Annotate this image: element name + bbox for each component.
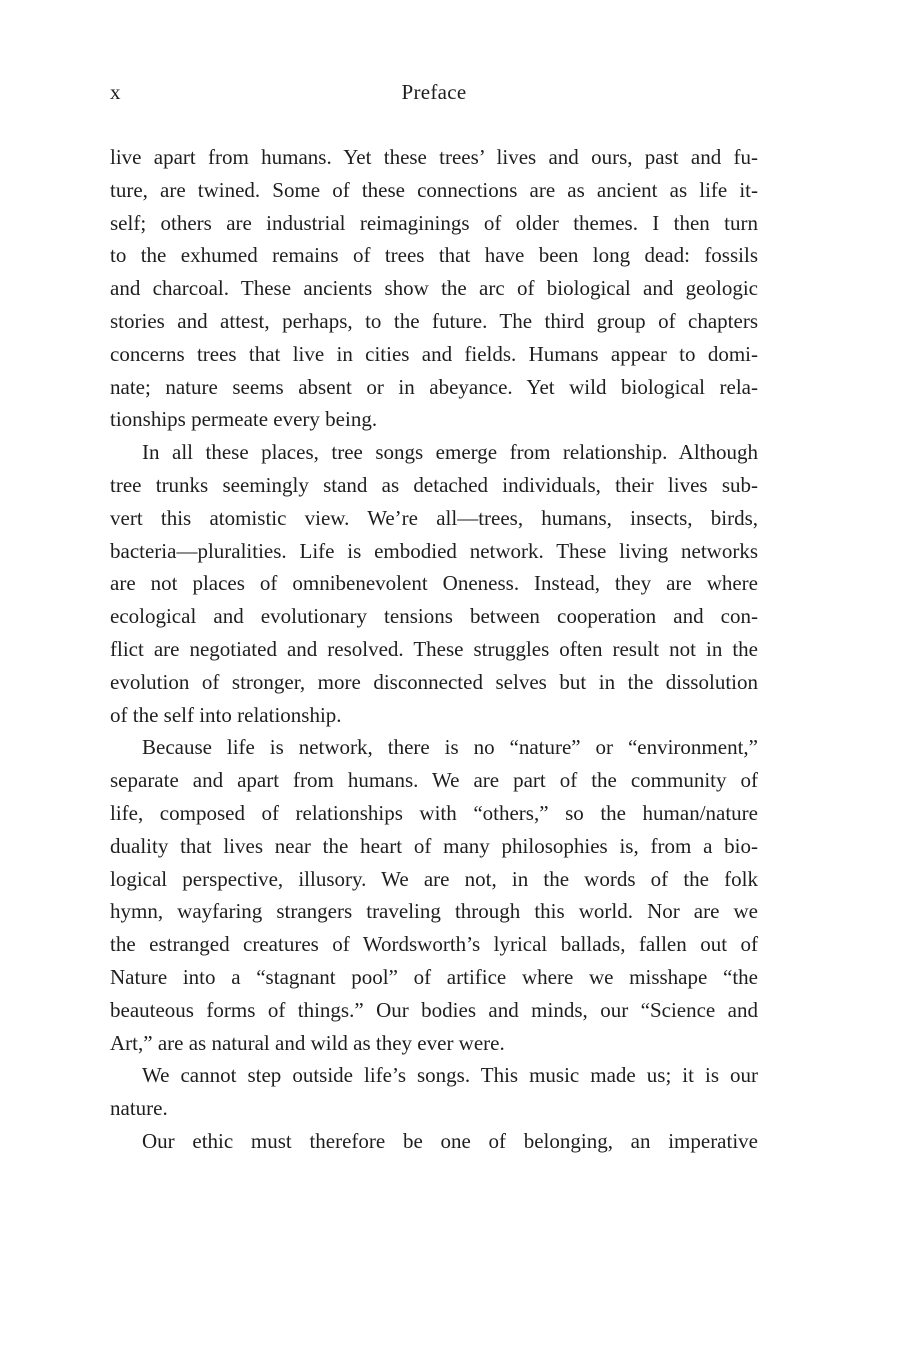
text-line: duality that lives near the heart of many philosophies is, from a bio-	[110, 833, 758, 858]
text-line: separate and apart from humans. We are part of the community of	[110, 768, 758, 793]
text-line: tionships permeate every being.	[110, 407, 378, 432]
text-line: We cannot step outside life’s songs. This music made us; it is our	[142, 1063, 758, 1088]
text-line: beauteous forms of things.” Our bodies and minds, our “Science and	[110, 997, 758, 1022]
text-line: Art,” are as natural and wild as they ever were.	[110, 1030, 505, 1055]
text-line: nature.	[110, 1096, 168, 1121]
running-head	[110, 80, 758, 110]
text-line: Because life is network, there is no “nature” or “environment,”	[142, 735, 758, 760]
paragraph	[110, 1059, 758, 1125]
paragraph	[110, 731, 758, 1059]
body-text	[110, 141, 758, 1158]
text-line: stories and attest, perhaps, to the future. The third group of chapters	[110, 308, 758, 333]
text-line: the estranged creatures of Wordsworth’s lyrical ballads, fallen out of	[110, 932, 758, 957]
text-line: to the exhumed remains of trees that have been long dead: fossils	[110, 243, 758, 268]
paragraph	[110, 436, 758, 731]
text-line: and charcoal. These ancients show the arc of biological and geologic	[110, 276, 758, 301]
text-line: vert this atomistic view. We’re all—trees, humans, insects, birds,	[110, 505, 758, 530]
text-line: self; others are industrial reimaginings of older themes. I then turn	[110, 210, 758, 235]
paragraph	[110, 1125, 758, 1158]
text-line: In all these places, tree songs emerge from relationship. Although	[142, 440, 758, 465]
text-line: logical perspective, illusory. We are not, in the words of the folk	[110, 866, 758, 891]
text-line: concerns trees that live in cities and fields. Humans appear to domi-	[110, 341, 758, 366]
text-line: tree trunks seemingly stand as detached individuals, their lives sub-	[110, 472, 758, 497]
text-line: Our ethic must therefore be one of belonging, an imperative	[142, 1128, 758, 1153]
text-line: evolution of stronger, more disconnected selves but in the dissolution	[110, 669, 758, 694]
page-number: x	[110, 80, 121, 104]
text-line: hymn, wayfaring strangers traveling through this world. Nor are we	[110, 899, 758, 924]
text-line: are not places of omnibenevolent Oneness. Instead, they are where	[110, 571, 758, 596]
text-line: live apart from humans. Yet these trees’ lives and ours, past and fu-	[110, 145, 758, 169]
text-line: bacteria—pluralities. Life is embodied network. These living networks	[110, 538, 758, 563]
text-line: flict are negotiated and resolved. These struggles often result not in the	[110, 636, 758, 661]
text-line: ecological and evolutionary tensions between cooperation and con-	[110, 604, 758, 629]
text-line: of the self into relationship.	[110, 702, 342, 727]
text-line: life, composed of relationships with “others,” so the human/nature	[110, 800, 758, 825]
text-line: Nature into a “stagnant pool” of artifice where we misshape “the	[110, 964, 758, 989]
paragraph	[110, 141, 758, 436]
text-line: ture, are twined. Some of these connections are as ancient as life it-	[110, 177, 758, 202]
text-line: nate; nature seems absent or in abeyance. Yet wild biological rela-	[110, 374, 758, 399]
running-title: Preface	[401, 80, 467, 104]
